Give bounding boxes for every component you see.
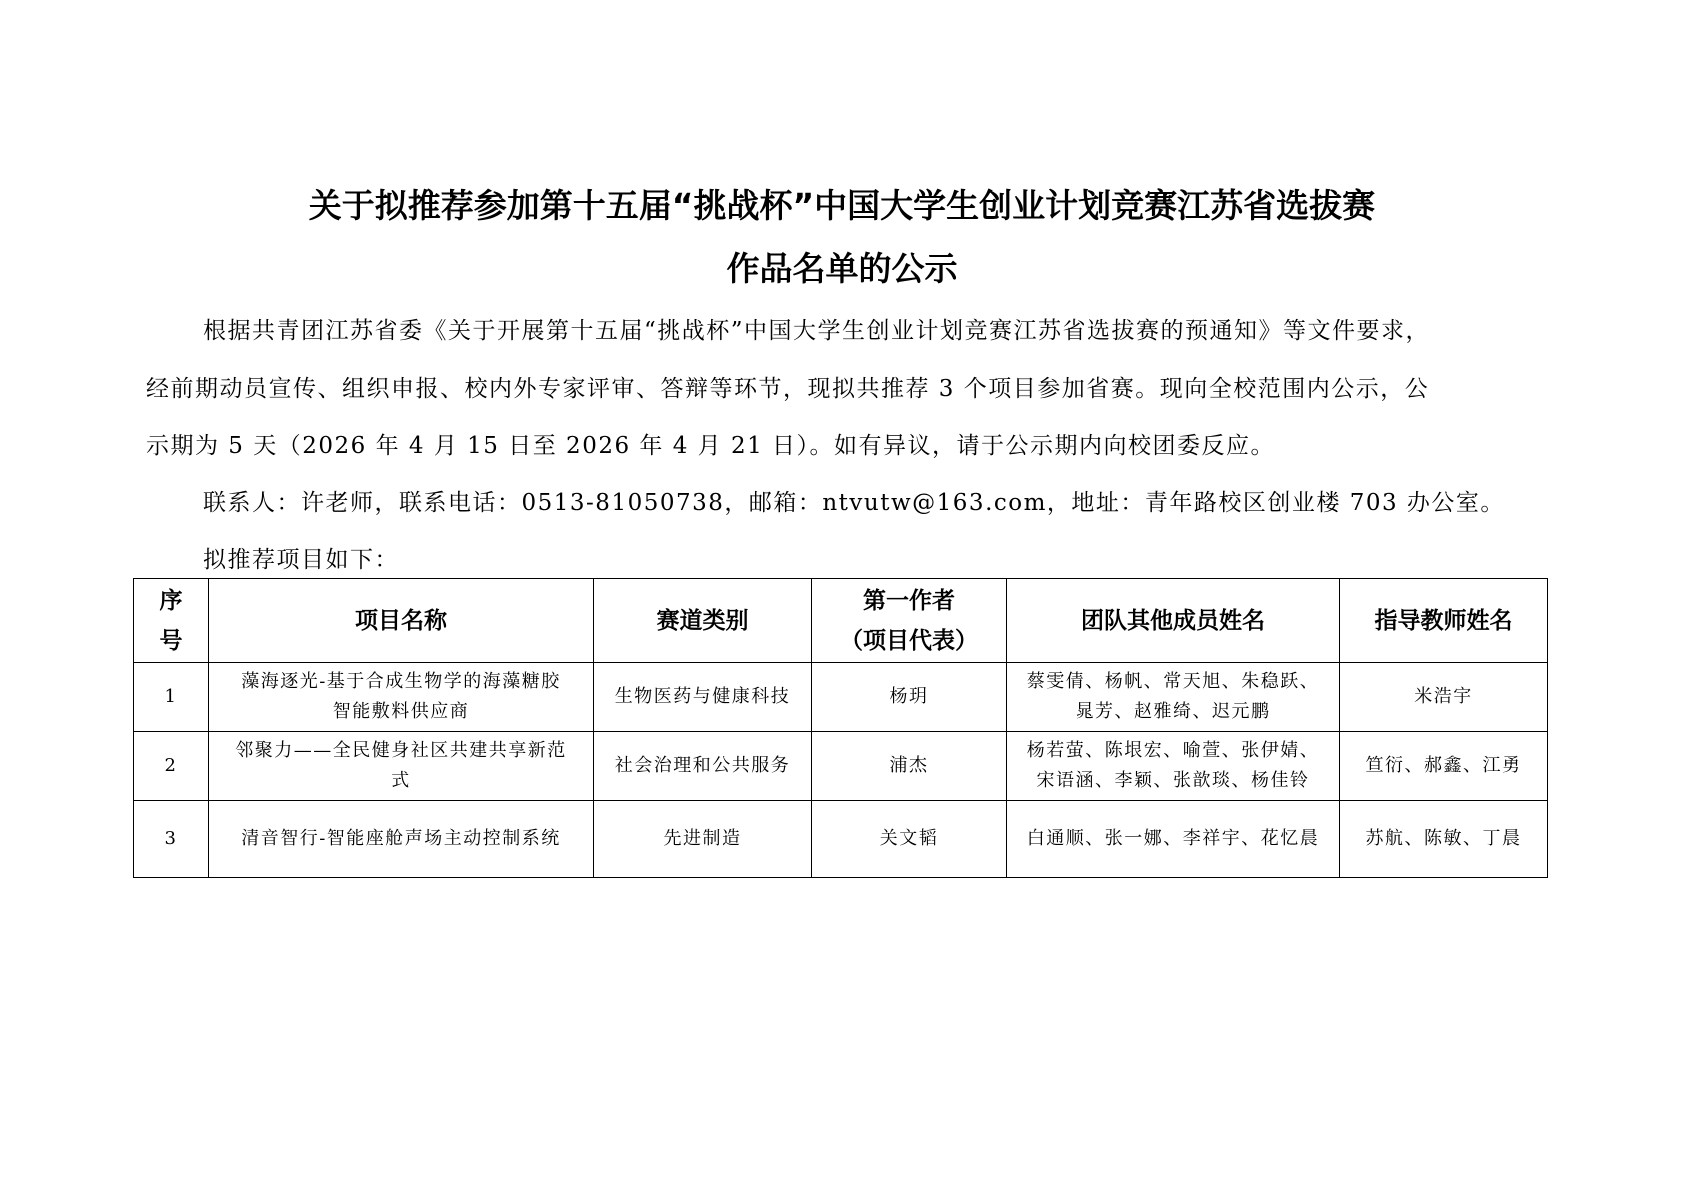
cell-project-name [209,732,594,801]
cell-seq: 1 [134,663,209,732]
cell-track: 生物医药与健康科技 [594,663,812,732]
cell-project-name-line-1: 藻海逐光-基于合成生物学的海藻糖胶 [241,671,561,692]
cell-project-name-line-2: 式 [391,770,411,791]
paragraph-basis: 根据共青团江苏省委《关于开展第十五届“挑战杯”中国大学生创业计划竞赛江苏省选拔赛的预通知》等文件要求， [203,318,1431,344]
header-seq [134,579,209,663]
cell-team-members [1007,801,1340,878]
cell-seq: 2 [134,732,209,801]
header-first-author [812,579,1007,663]
cell-members-line-2: 宋语涵、李颖、张歆琰、杨佳铃 [1036,770,1310,791]
table-header-row [134,579,1548,663]
header-team-members: 团队其他成员姓名 [1007,579,1340,663]
document-title-line-2: 作品名单的公示 [726,249,958,288]
table-row [134,732,1548,801]
cell-members-line-1: 白通顺、张一娜、李祥宇、花忆晨 [1026,828,1320,849]
paragraph-basis-cont-1: 经前期动员宣传、组织申报、校内外专家评审、答辩等环节，现拟共推荐 3 个项目参加省赛。现向全校范围内公示，公 [146,376,1430,402]
table-row [134,801,1548,878]
header-track: 赛道类别 [594,579,812,663]
projects-table [133,578,1548,878]
cell-project-name [209,663,594,732]
table-row [134,663,1548,732]
cell-members-line-2: 晁芳、赵雅绮、迟元鹏 [1075,701,1271,722]
paragraph-list-intro: 拟推荐项目如下： [203,547,399,573]
cell-members-line-1: 蔡雯倩、杨帆、常天旭、朱稳跃、 [1026,671,1320,692]
paragraph-contact: 联系人：许老师，联系电话：0513-81050738，邮箱：ntvutw@163.com，地址：青年路校区创业楼 703 办公室。 [203,490,1505,516]
cell-advisors: 米浩宇 [1340,663,1548,732]
cell-first-author: 杨玥 [812,663,1007,732]
cell-project-name-line-1: 邻聚力——全民健身社区共建共享新范 [235,740,567,761]
header-author-line-1: 第一作者 [863,587,955,614]
header-seq-line-1: 序 [159,587,183,614]
cell-first-author: 浦杰 [812,732,1007,801]
cell-advisors: 苏航、陈敏、丁晨 [1340,801,1548,878]
cell-first-author: 关文韬 [812,801,1007,878]
cell-members-line-1: 杨若萤、陈垠宏、喻萱、张伊婧、 [1026,740,1320,761]
cell-team-members [1007,732,1340,801]
header-advisors: 指导教师姓名 [1340,579,1548,663]
header-author-line-2: （项目代表） [840,627,978,654]
cell-advisors: 笪衍、郝鑫、江勇 [1340,732,1548,801]
cell-project-name-line-1: 清音智行-智能座舱声场主动控制系统 [241,828,561,849]
cell-project-name-line-2: 智能敷料供应商 [332,701,470,722]
header-project-name: 项目名称 [209,579,594,663]
cell-track: 先进制造 [594,801,812,878]
header-seq-line-2: 号 [159,627,183,654]
paragraph-basis-cont-2: 示期为 5 天（2026 年 4 月 15 日至 2026 年 4 月 21 日）。如有异议，请于公示期内向校团委反应。 [146,433,1276,459]
document-title-line-1: 关于拟推荐参加第十五届“挑战杯”中国大学生创业计划竞赛江苏省选拔赛 [308,186,1376,225]
cell-project-name [209,801,594,878]
cell-seq: 3 [134,801,209,878]
cell-team-members [1007,663,1340,732]
cell-track: 社会治理和公共服务 [594,732,812,801]
